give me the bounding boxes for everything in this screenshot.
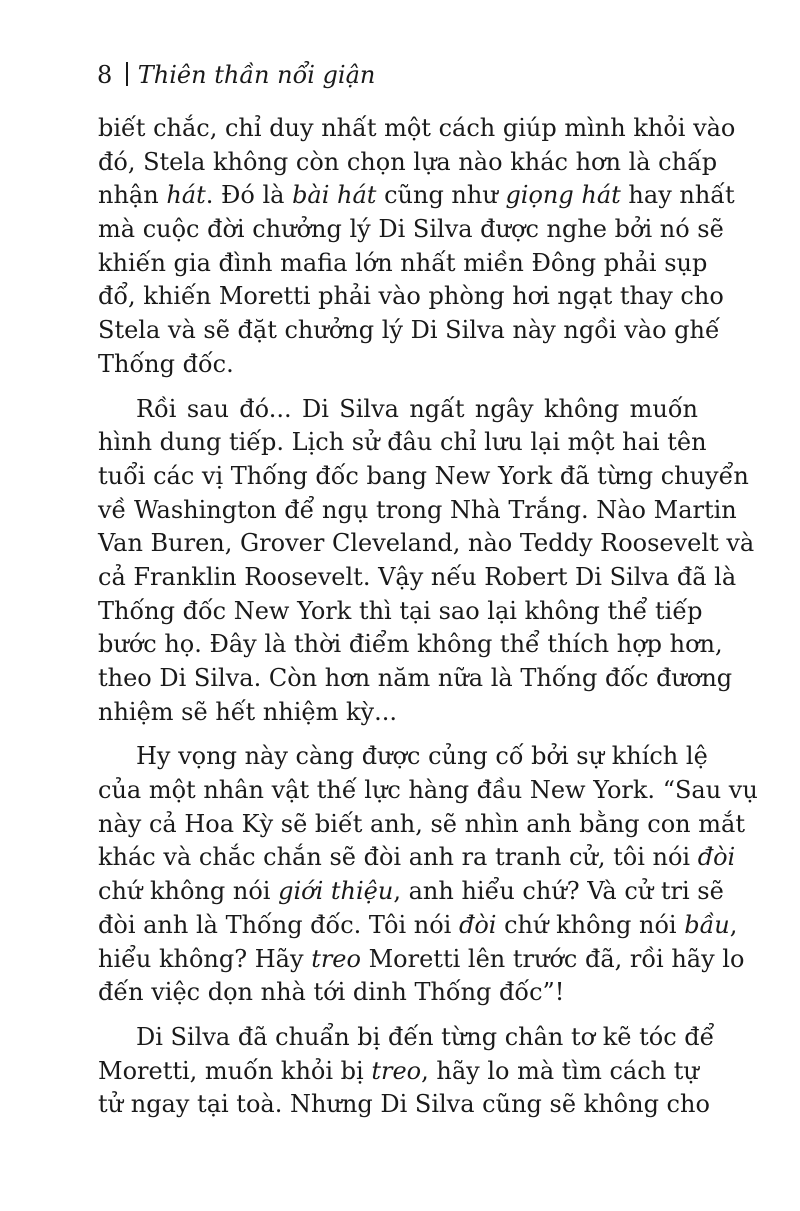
italic-text: treo <box>371 1056 422 1085</box>
text-line <box>98 943 745 977</box>
text-line <box>98 348 698 382</box>
text-line <box>98 426 707 460</box>
text-run: đến việc dọn nhà tới dinh Thống đốc”! <box>98 978 565 1007</box>
italic-text: đòi <box>458 910 497 939</box>
text-line <box>98 460 749 494</box>
text-run: của một nhân vật thế lực hàng đầu New York. “Sau vụ <box>98 776 758 805</box>
text-run: Stela và sẽ đặt chưởng lý Di Silva này ngồi vào ghế <box>98 316 720 345</box>
text-run: hiểu không? Hãy <box>98 944 312 973</box>
text-line <box>98 628 723 662</box>
text-run: . Đó là <box>205 181 293 210</box>
text-run: nhận <box>98 181 167 210</box>
text-line <box>98 247 708 281</box>
text-line <box>98 875 724 909</box>
text-run: , hãy lo mà tìm cách tự <box>421 1056 699 1085</box>
text-run: hay nhất <box>620 181 735 210</box>
text-run: Thống đốc New York thì tại sao lại không thể tiếp <box>98 596 703 625</box>
page-number: 8 <box>97 61 113 89</box>
text-line <box>98 1088 710 1122</box>
book-title: Thiên thần nổi giận <box>137 61 376 89</box>
text-line <box>98 808 745 842</box>
italic-text: đòi <box>697 843 736 872</box>
text-run: biết chắc, chỉ duy nhất một cách giúp mình khỏi vào <box>98 114 736 142</box>
text-run: Di Silva đã chuẩn bị đến từng chân tơ kẽ tóc để <box>136 1022 715 1051</box>
text-line <box>98 841 736 875</box>
text-run: hình dung tiếp. Lịch sử đâu chỉ lưu lại một hai tên <box>98 428 707 457</box>
text-run: bước họ. Đây là thời điểm không thể thích hợp hơn, <box>98 630 723 659</box>
text-run: chứ không nói <box>496 910 685 939</box>
text-run: về Washington để ngụ trong Nhà Trắng. Nào Martin <box>98 495 737 524</box>
italic-text: giọng hát <box>505 181 621 210</box>
text-run: mà cuộc đời chưởng lý Di Silva được nghe bởi nó sẽ <box>98 215 724 244</box>
text-line <box>98 595 703 629</box>
running-header <box>97 58 375 92</box>
text-run: , anh hiểu chứ? Và cử tri sẽ <box>393 877 724 906</box>
text-run: Van Buren, Grover Cleveland, nào Teddy Roosevelt và <box>98 529 755 558</box>
text-run: cũng như <box>376 181 506 210</box>
italic-text: bài hát <box>292 181 377 210</box>
text-run: theo Di Silva. Còn hơn năm nữa là Thống đốc đương <box>98 664 733 692</box>
italic-text: treo <box>311 944 361 973</box>
text-line <box>98 909 738 943</box>
text-line <box>98 774 758 808</box>
text-run: Rồi sau đó... Di Silva ngất ngây không muốn <box>136 394 698 423</box>
text-run: Thống đốc. <box>98 349 234 378</box>
body-text <box>98 112 758 1122</box>
text-line <box>98 112 736 146</box>
text-line <box>98 393 698 427</box>
text-run: này cả Hoa Kỳ sẽ biết anh, sẽ nhìn anh bằng con mắt <box>98 809 745 838</box>
text-run: đòi anh là Thống đốc. Tôi nói <box>98 910 459 939</box>
text-run: khiến gia đình mafia lớn nhất miền Đông phải sụp <box>98 248 708 277</box>
text-run: đổ, khiến Moretti phải vào phòng hơi ngạt thay cho <box>98 282 724 311</box>
text-line <box>98 213 724 247</box>
italic-text: giới thiệu <box>278 877 394 906</box>
text-line <box>98 280 724 314</box>
text-line <box>98 976 698 1010</box>
text-line <box>98 527 755 561</box>
text-run: tử ngay tại toà. Nhưng Di Silva cũng sẽ không cho <box>98 1090 710 1119</box>
text-line <box>98 1021 715 1055</box>
text-line <box>98 179 735 213</box>
italic-text: bầu <box>684 910 730 939</box>
text-run: , <box>729 910 738 939</box>
text-line <box>98 561 737 595</box>
text-run: Hy vọng này càng được củng cố bởi sự khích lệ <box>136 742 708 771</box>
text-run: cả Franklin Roosevelt. Vậy nếu Robert Di Silva đã là <box>98 562 737 591</box>
text-run: tuổi các vị Thống đốc bang New York đã từng chuyển <box>98 461 749 490</box>
header-separator <box>126 62 128 86</box>
text-run: Moretti lên trước đã, rồi hãy lo <box>360 944 745 973</box>
text-run: chứ không nói <box>98 877 279 906</box>
text-line <box>98 1055 698 1089</box>
text-line <box>98 662 733 696</box>
text-run: Moretti, muốn khỏi bị <box>98 1056 372 1085</box>
text-run: nhiệm sẽ hết nhiệm kỳ... <box>98 697 397 726</box>
text-line <box>98 314 720 348</box>
text-line <box>98 494 737 528</box>
italic-text: hát <box>166 181 206 210</box>
text-run: khác và chắc chắn sẽ đòi anh ra tranh cử, tôi nói <box>98 843 698 872</box>
text-run: đó, Stela không còn chọn lựa nào khác hơn là chấp <box>98 147 718 176</box>
text-line <box>98 740 708 774</box>
text-line <box>98 696 698 730</box>
text-line <box>98 146 718 180</box>
